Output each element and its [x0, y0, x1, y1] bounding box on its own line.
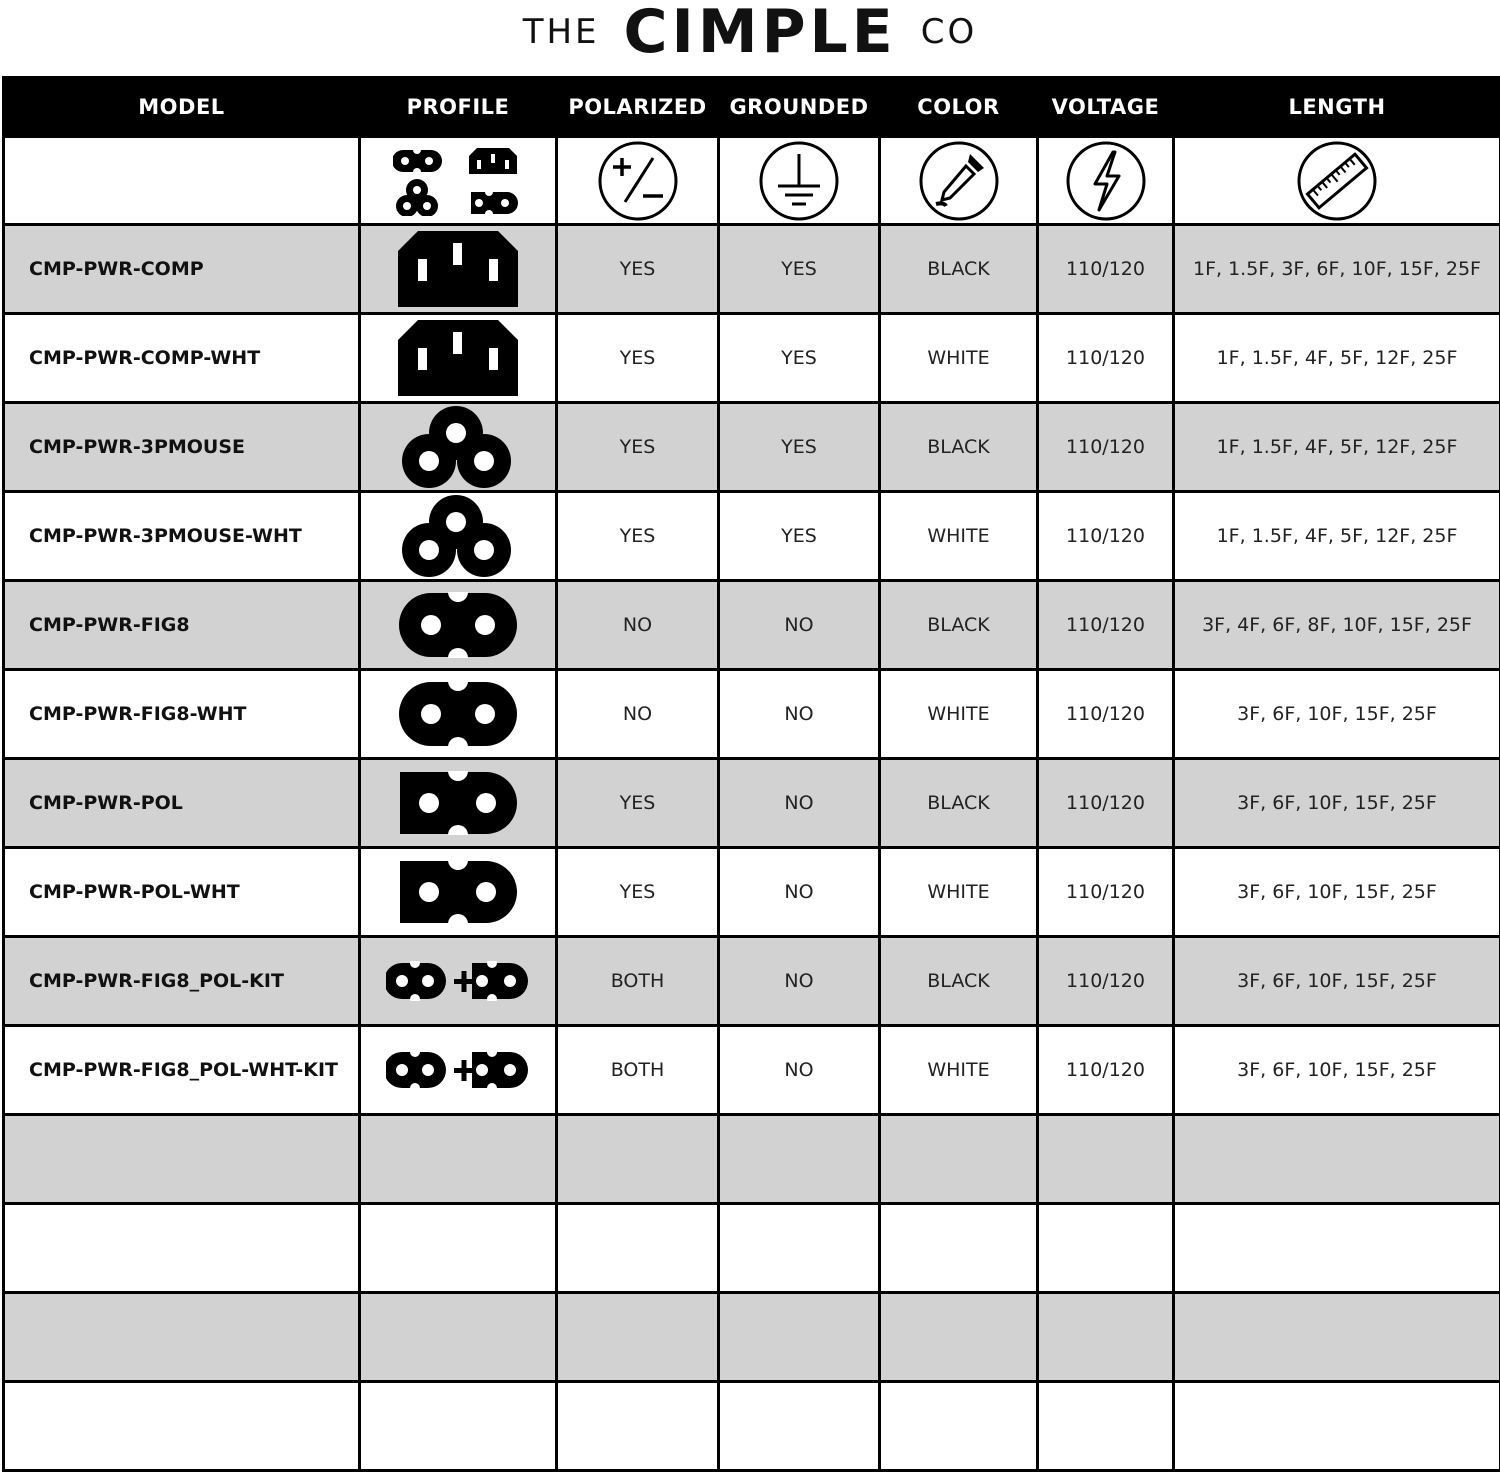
empty-cell [360, 1204, 557, 1293]
color-cell: BLACK [880, 581, 1038, 670]
empty-cell [557, 1204, 719, 1293]
grounded-cell: NO [719, 581, 880, 670]
table-row [4, 581, 1500, 670]
column-header-grounded: GROUNDED [719, 78, 880, 137]
empty-cell [880, 1293, 1038, 1382]
icon-cell-polarized [557, 137, 719, 225]
model-cell: CMP-PWR-3PMOUSE-WHT [4, 492, 360, 581]
table-row [4, 1026, 1500, 1115]
polarized-cell: BOTH [557, 937, 719, 1026]
c13-icon [396, 229, 520, 309]
header-row [4, 78, 1500, 137]
brand-logo [0, 0, 1500, 67]
column-header-voltage: VOLTAGE [1038, 78, 1174, 137]
empty-cell [719, 1115, 880, 1204]
empty-cell [360, 1382, 557, 1471]
column-header-color: COLOR [880, 78, 1038, 137]
length-cell: 1F, 1.5F, 4F, 5F, 12F, 25F [1174, 492, 1500, 581]
voltage-cell: 110/120 [1038, 581, 1174, 670]
spec-table [2, 76, 1500, 1472]
length-cell: 1F, 1.5F, 3F, 6F, 10F, 15F, 25F [1174, 225, 1500, 314]
voltage-cell: 110/120 [1038, 937, 1174, 1026]
table-row [4, 937, 1500, 1026]
color-cell: WHITE [880, 670, 1038, 759]
c7-polarized-icon [398, 860, 518, 924]
ruler-icon [1296, 140, 1378, 222]
empty-cell [360, 1115, 557, 1204]
icon-cell-voltage [1038, 137, 1174, 225]
profile-cell [360, 1026, 557, 1115]
ground-icon [758, 140, 840, 222]
empty-table-row [4, 1204, 1500, 1293]
profile-cell [360, 492, 557, 581]
polarized-cell: YES [557, 848, 719, 937]
table-row [4, 492, 1500, 581]
empty-cell [1174, 1204, 1500, 1293]
empty-cell [1174, 1293, 1500, 1382]
empty-cell [1174, 1382, 1500, 1471]
length-cell: 1F, 1.5F, 4F, 5F, 12F, 25F [1174, 403, 1500, 492]
profile-cell [360, 759, 557, 848]
voltage-cell: 110/120 [1038, 759, 1174, 848]
grounded-cell: NO [719, 759, 880, 848]
empty-cell [880, 1204, 1038, 1293]
voltage-cell: 110/120 [1038, 848, 1174, 937]
figure8-plus-polarized-icon [386, 961, 530, 1001]
grounded-cell: YES [719, 403, 880, 492]
empty-cell [1038, 1115, 1174, 1204]
profile-cell [360, 670, 557, 759]
empty-cell [360, 1293, 557, 1382]
empty-cell [4, 1204, 360, 1293]
grounded-cell: NO [719, 1026, 880, 1115]
icon-cell-empty [4, 137, 360, 225]
voltage-cell: 110/120 [1038, 403, 1174, 492]
profile-cell [360, 314, 557, 403]
empty-cell [719, 1293, 880, 1382]
polarity-icon [597, 140, 679, 222]
profile-cell [360, 937, 557, 1026]
c5-mickey-icon [401, 405, 515, 489]
color-cell: WHITE [880, 314, 1038, 403]
column-header-length: LENGTH [1174, 78, 1500, 137]
icon-cell-profile [360, 137, 557, 225]
empty-cell [719, 1382, 880, 1471]
length-cell: 3F, 6F, 10F, 15F, 25F [1174, 937, 1500, 1026]
color-dropper-icon [918, 140, 1000, 222]
profile-cell [360, 848, 557, 937]
grounded-cell: NO [719, 937, 880, 1026]
length-cell: 3F, 6F, 10F, 15F, 25F [1174, 759, 1500, 848]
empty-cell [1038, 1204, 1174, 1293]
grounded-cell: YES [719, 492, 880, 581]
model-cell: CMP-PWR-POL [4, 759, 360, 848]
empty-cell [557, 1115, 719, 1204]
empty-cell [719, 1204, 880, 1293]
empty-cell [1038, 1382, 1174, 1471]
color-cell: WHITE [880, 1026, 1038, 1115]
voltage-cell: 110/120 [1038, 1026, 1174, 1115]
table-row [4, 314, 1500, 403]
table-row [4, 403, 1500, 492]
color-cell: WHITE [880, 848, 1038, 937]
empty-table-row [4, 1382, 1500, 1471]
polarized-cell: YES [557, 314, 719, 403]
empty-cell [4, 1115, 360, 1204]
empty-cell [1038, 1293, 1174, 1382]
profile-cell [360, 581, 557, 670]
model-cell: CMP-PWR-FIG8_POL-KIT [4, 937, 360, 1026]
voltage-cell: 110/120 [1038, 670, 1174, 759]
empty-cell [4, 1293, 360, 1382]
grounded-cell: NO [719, 670, 880, 759]
polarized-cell: YES [557, 492, 719, 581]
voltage-cell: 110/120 [1038, 314, 1174, 403]
connectors-icon [393, 146, 523, 216]
color-cell: WHITE [880, 492, 1038, 581]
voltage-cell: 110/120 [1038, 492, 1174, 581]
grounded-cell: YES [719, 314, 880, 403]
color-cell: BLACK [880, 759, 1038, 848]
model-cell: CMP-PWR-COMP-WHT [4, 314, 360, 403]
column-header-model: MODEL [4, 78, 360, 137]
empty-cell [1174, 1115, 1500, 1204]
profile-cell [360, 403, 557, 492]
empty-cell [880, 1382, 1038, 1471]
polarized-cell: NO [557, 670, 719, 759]
length-cell: 3F, 6F, 10F, 15F, 25F [1174, 1026, 1500, 1115]
color-cell: BLACK [880, 225, 1038, 314]
c13-icon [396, 318, 520, 398]
empty-table-row [4, 1293, 1500, 1382]
c5-mickey-icon [401, 494, 515, 578]
c7-polarized-icon [398, 771, 518, 835]
icon-row [4, 137, 1500, 225]
polarized-cell: YES [557, 225, 719, 314]
table-row [4, 848, 1500, 937]
brand-name: CIMPLE [623, 0, 897, 67]
polarized-cell: YES [557, 403, 719, 492]
figure8-plus-polarized-icon [386, 1050, 530, 1090]
model-cell: CMP-PWR-FIG8_POL-WHT-KIT [4, 1026, 360, 1115]
voltage-cell: 110/120 [1038, 225, 1174, 314]
table-row [4, 759, 1500, 848]
polarized-cell: NO [557, 581, 719, 670]
empty-table-row [4, 1115, 1500, 1204]
model-cell: CMP-PWR-FIG8 [4, 581, 360, 670]
length-cell: 3F, 6F, 10F, 15F, 25F [1174, 670, 1500, 759]
grounded-cell: NO [719, 848, 880, 937]
model-cell: CMP-PWR-FIG8-WHT [4, 670, 360, 759]
model-cell: CMP-PWR-COMP [4, 225, 360, 314]
icon-cell-color [880, 137, 1038, 225]
length-cell: 3F, 4F, 6F, 8F, 10F, 15F, 25F [1174, 581, 1500, 670]
c7-figure8-icon [398, 592, 518, 658]
brand-prefix: THE [522, 12, 600, 52]
model-cell: CMP-PWR-POL-WHT [4, 848, 360, 937]
polarized-cell: BOTH [557, 1026, 719, 1115]
icon-cell-grounded [719, 137, 880, 225]
empty-cell [4, 1382, 360, 1471]
profile-cell [360, 225, 557, 314]
polarized-cell: YES [557, 759, 719, 848]
voltage-bolt-icon [1065, 140, 1147, 222]
length-cell: 3F, 6F, 10F, 15F, 25F [1174, 848, 1500, 937]
table-row [4, 225, 1500, 314]
column-header-profile: PROFILE [360, 78, 557, 137]
length-cell: 1F, 1.5F, 4F, 5F, 12F, 25F [1174, 314, 1500, 403]
empty-cell [557, 1293, 719, 1382]
empty-cell [880, 1115, 1038, 1204]
brand-suffix: CO [920, 12, 978, 52]
grounded-cell: YES [719, 225, 880, 314]
color-cell: BLACK [880, 937, 1038, 1026]
c7-figure8-icon [398, 681, 518, 747]
icon-cell-length [1174, 137, 1500, 225]
model-cell: CMP-PWR-3PMOUSE [4, 403, 360, 492]
column-header-polarized: POLARIZED [557, 78, 719, 137]
empty-cell [557, 1382, 719, 1471]
table-row [4, 670, 1500, 759]
color-cell: BLACK [880, 403, 1038, 492]
